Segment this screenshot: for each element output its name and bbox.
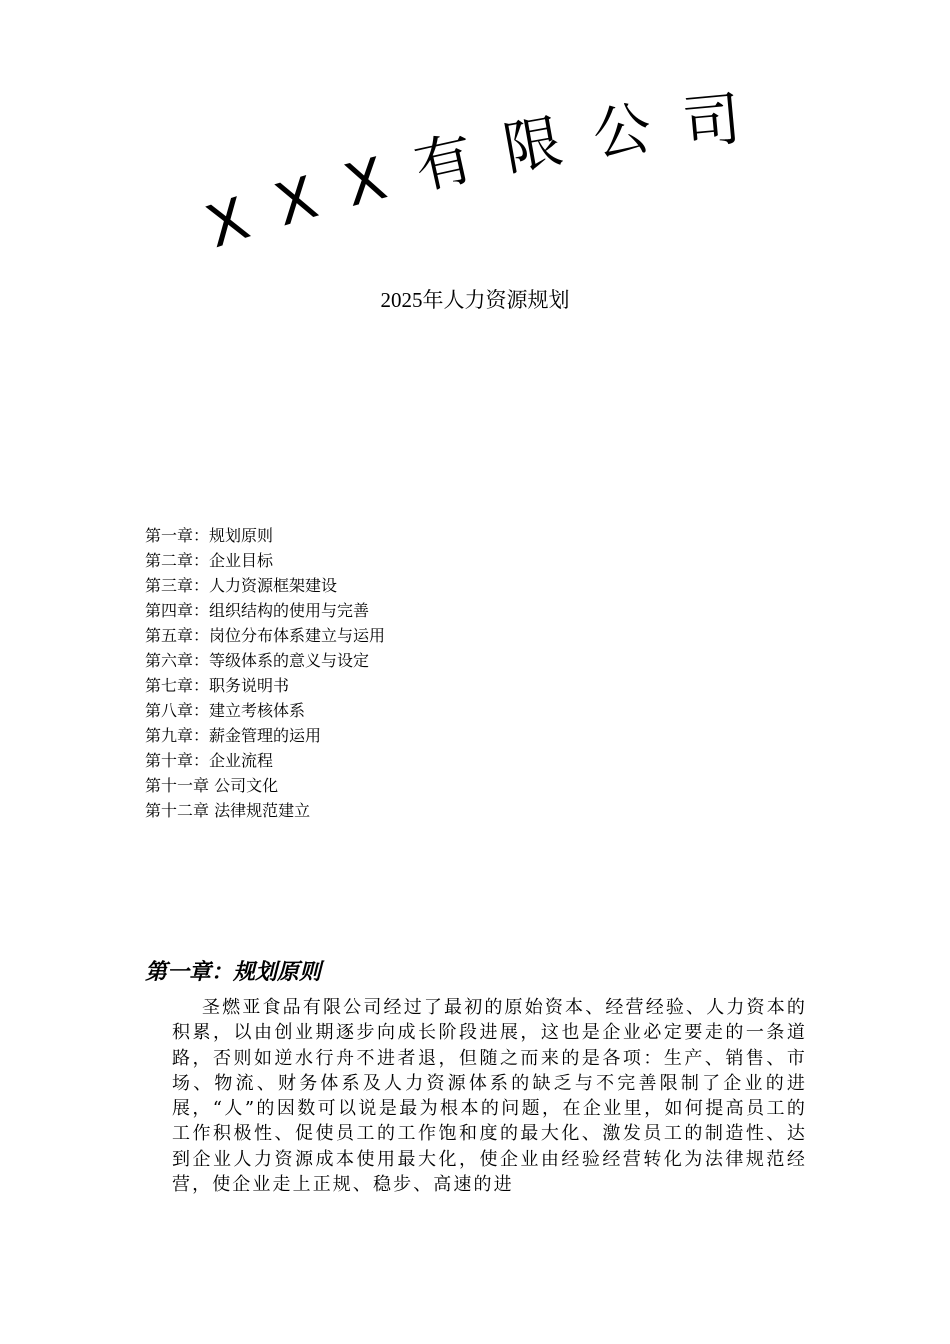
toc-item: 第二章：企业目标 [145, 551, 274, 570]
toc-item: 第一章：规划原则 [145, 526, 274, 545]
company-title [198, 85, 744, 262]
company-title-text: XXX有限公司 [198, 84, 744, 262]
table-of-contents [145, 523, 385, 823]
company-title-wordart [190, 84, 770, 270]
document-title: 2025年人力资源规划 [380, 288, 570, 312]
toc-item: 第六章：等级体系的意义与设定 [145, 651, 370, 670]
toc-item: 第五章：岗位分布体系建立与运用 [145, 626, 386, 645]
toc-item: 第十章：企业流程 [145, 751, 274, 770]
toc-item: 第四章：组织结构的使用与完善 [145, 601, 370, 620]
chapter-paragraph: 圣燃亚食品有限公司经过了最初的原始资本、经营经验、人力资本的积累，以由创业期逐步向成长阶段进展，这也是企业必定要走的一条道路，否则如逆水行舟不进者退，但随之而来的是各项：生产、销售、市场、物流、财务体系及人力资源体系的缺乏与不完善限制了企业的进展，“人”的因数可以说是最为根本的问题，在企业里，如何提高员工的工作积极性、促使员工的工作饱和度的最大化、激发员工的制造性、达到企业人力资源成本使用最大化，使企业由经验经营转化为法律规范经营，使企业走上正规、稳步、高速的进 [172, 997, 807, 1196]
toc-item: 第八章：建立考核体系 [145, 701, 306, 720]
toc-item: 第十一章 公司文化 [145, 776, 279, 795]
toc-item: 第三章：人力资源框架建设 [145, 576, 338, 595]
toc-item: 第十二章 法律规范建立 [145, 801, 311, 820]
toc-item: 第九章：薪金管理的运用 [145, 726, 322, 745]
toc-item: 第七章：职务说明书 [145, 676, 290, 695]
chapter-heading: 第一章：规划原则 [145, 960, 322, 985]
company-title-svg [190, 84, 770, 270]
